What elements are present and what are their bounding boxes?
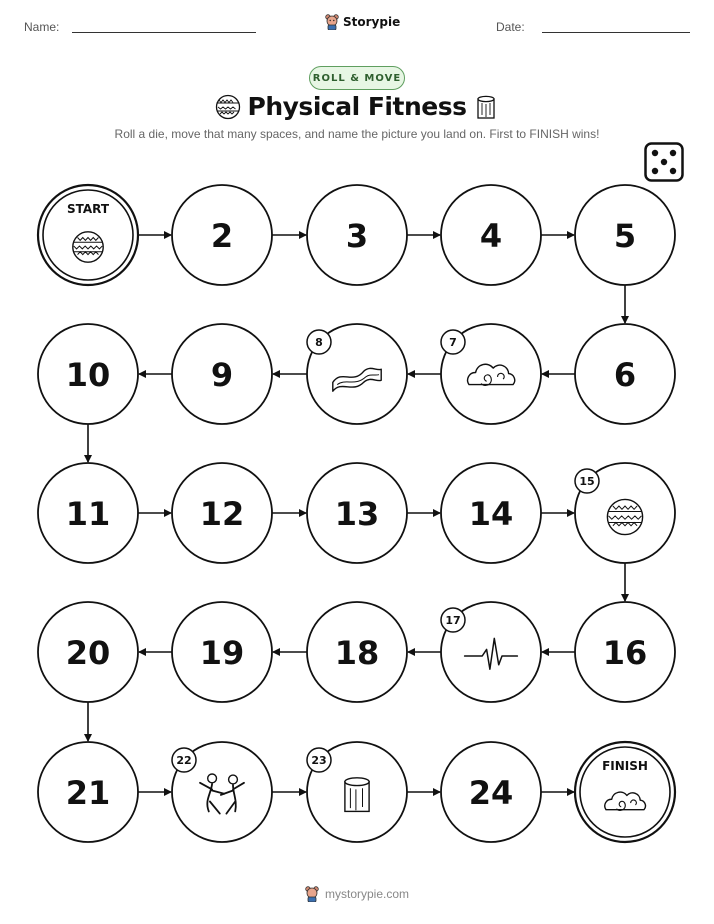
space-16	[575, 602, 675, 702]
space-number: 22	[176, 754, 192, 767]
space-7	[441, 324, 541, 424]
space-19	[172, 602, 272, 702]
space-number: 21	[65, 774, 111, 812]
space-3	[307, 185, 407, 285]
space-number-badge	[307, 330, 331, 354]
space-22	[172, 742, 272, 842]
space-number-badge	[172, 748, 196, 772]
brand-name: Storypie	[343, 15, 401, 29]
space-number: 11	[65, 495, 111, 533]
space-number: 13	[334, 495, 380, 533]
space-number: 7	[449, 336, 457, 349]
footer-url: mystorypie.com	[324, 887, 410, 901]
space-number: 17	[445, 614, 461, 627]
date-label: Date:	[496, 20, 525, 34]
space-11	[38, 463, 138, 563]
space-circle	[575, 742, 675, 842]
space-number: 3	[345, 217, 369, 255]
space-number: 8	[315, 336, 323, 349]
space-number: 15	[579, 475, 595, 488]
space-24	[441, 742, 541, 842]
space-15	[575, 463, 675, 563]
game-type-badge: ROLL & MOVE	[309, 66, 405, 90]
space-number: 18	[334, 634, 380, 672]
space-label: START	[66, 202, 110, 216]
space-2	[172, 185, 272, 285]
space-number: 14	[468, 495, 514, 533]
space-number: 16	[602, 634, 648, 672]
space-17	[441, 602, 541, 702]
space-8	[307, 324, 407, 424]
space-20	[38, 602, 138, 702]
space-number: 2	[210, 217, 234, 255]
space-finish	[575, 742, 675, 842]
space-6	[575, 324, 675, 424]
space-13	[307, 463, 407, 563]
space-12	[172, 463, 272, 563]
space-10	[38, 324, 138, 424]
space-number: 19	[199, 634, 245, 672]
space-number: 9	[210, 356, 234, 394]
space-number-badge	[307, 748, 331, 772]
footer	[0, 886, 714, 902]
space-number: 10	[65, 356, 111, 394]
space-14	[441, 463, 541, 563]
space-number-badge	[441, 330, 465, 354]
name-label: Name:	[24, 20, 60, 34]
space-number: 5	[613, 217, 637, 255]
space-4	[441, 185, 541, 285]
space-start	[38, 185, 138, 285]
bear-icon	[305, 886, 319, 902]
space-5	[575, 185, 675, 285]
space-circle	[38, 185, 138, 285]
space-number: 4	[479, 217, 503, 255]
space-number-badge	[575, 469, 599, 493]
space-23	[307, 742, 407, 842]
instructions: Roll a die, move that many spaces, and name the picture you land on. First to FINISH wins!	[114, 127, 600, 141]
space-18	[307, 602, 407, 702]
space-number: 23	[311, 754, 327, 767]
space-number: 12	[199, 495, 245, 533]
space-21	[38, 742, 138, 842]
space-number: 6	[613, 356, 637, 394]
page-title: Physical Fitness	[247, 92, 467, 121]
space-9	[172, 324, 272, 424]
space-label: FINISH	[602, 759, 648, 773]
space-number-badge	[441, 608, 465, 632]
space-number: 24	[468, 774, 514, 812]
space-number: 20	[65, 634, 111, 672]
